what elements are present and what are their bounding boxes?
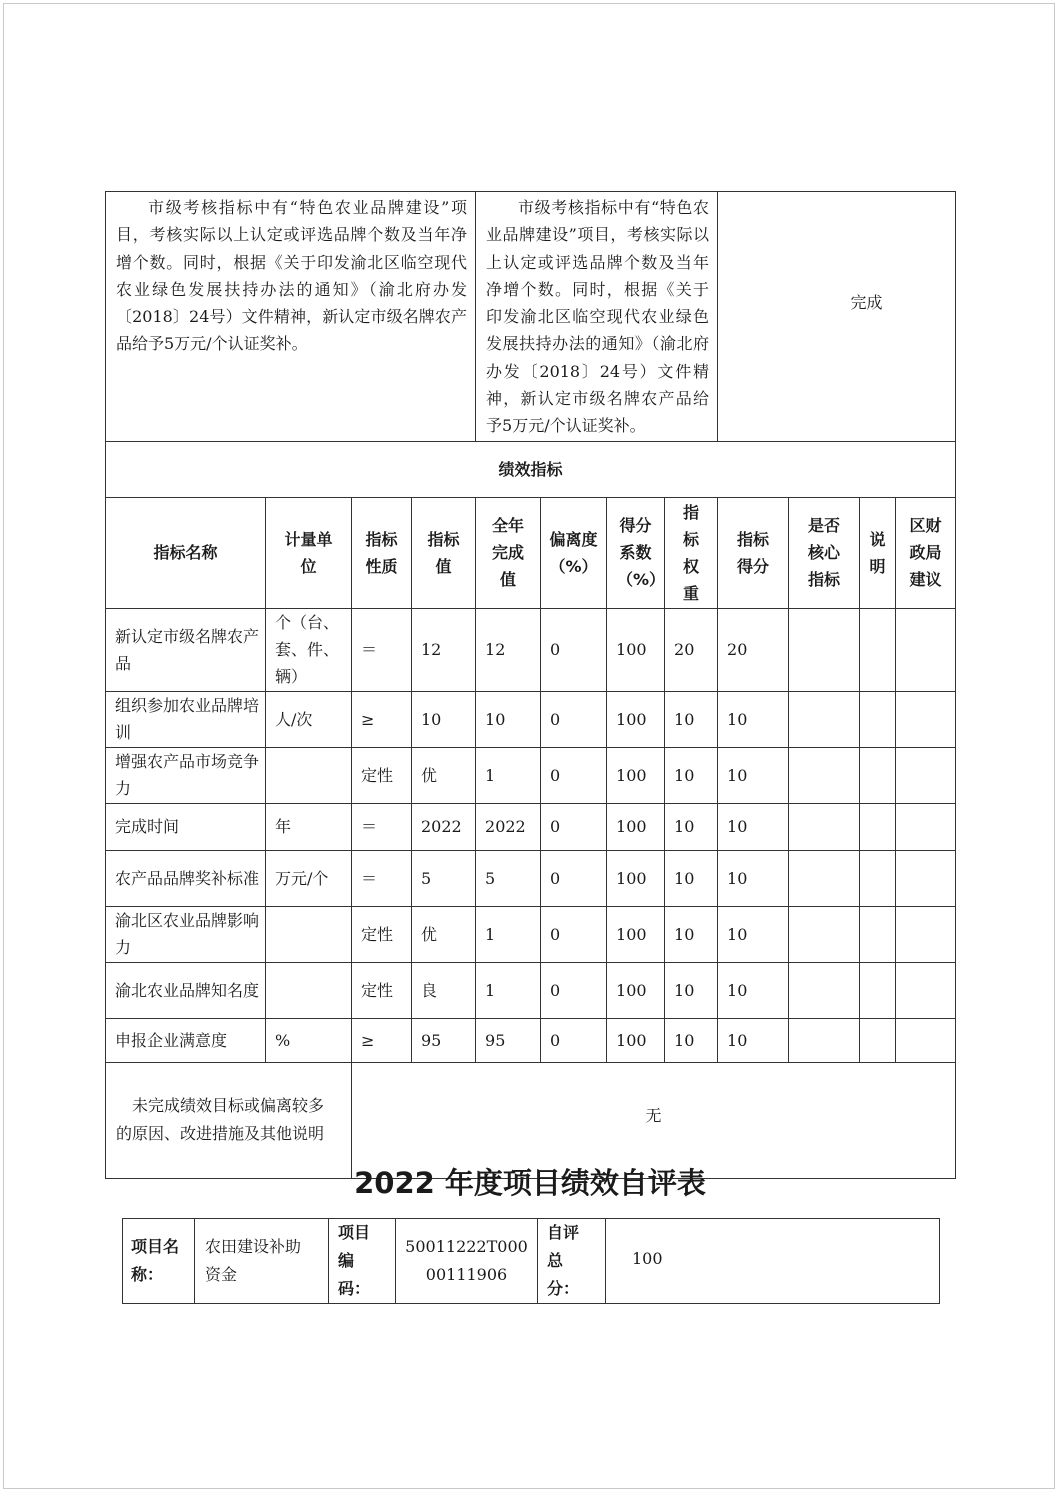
cell-weight: 20 [665,608,718,691]
cell-actual-value: 1 [476,906,541,962]
header-row [106,497,956,608]
table-row [106,747,956,803]
cell-core-indicator [789,850,860,906]
cell-score-coefficient: 100 [607,906,665,962]
cell-core-indicator [789,803,860,850]
cell-nature: ＝ [352,803,412,850]
cell-score-coefficient: 100 [607,608,665,691]
cell-finance-advice [896,691,956,747]
header-target-value: 指标值 [412,497,476,608]
cell-indicator-name: 完成时间 [106,803,266,850]
cell-core-indicator [789,906,860,962]
header-core-indicator: 是否核心指标 [789,497,860,608]
cell-score: 10 [718,1018,789,1062]
cell-core-indicator [789,1018,860,1062]
cell-deviation: 0 [541,850,607,906]
cell-nature: 定性 [352,906,412,962]
cell-unit [266,747,352,803]
cell-indicator-name: 农产品品牌奖补标准 [106,850,266,906]
cell-score-coefficient: 100 [607,850,665,906]
cell-deviation: 0 [541,1018,607,1062]
cell-weight: 10 [665,747,718,803]
cell-unit: 万元/个 [266,850,352,906]
cell-target-value: 良 [412,962,476,1018]
cell-score: 10 [718,691,789,747]
header-nature: 指标性质 [352,497,412,608]
cell-indicator-name: 渝北农业品牌知名度 [106,962,266,1018]
cell-indicator-name: 组织参加农业品牌培训 [106,691,266,747]
cell-target-value: 优 [412,906,476,962]
table-row [106,803,956,850]
summary-status: 完成 [718,192,956,442]
cell-actual-value: 10 [476,691,541,747]
summary-left-cell [106,192,476,442]
project-name-value: 农田建设补助资金 [195,1219,329,1304]
project-code-value: 50011222T00000111906 [396,1219,538,1304]
cell-unit: 年 [266,803,352,850]
cell-description [860,803,896,850]
cell-finance-advice [896,906,956,962]
notes-row [106,1062,956,1178]
summary-left-text: 市级考核指标中有“特色农业品牌建设”项目，考核实际以上认定或评选品牌个数及当年净增个数。同时，根据《关于印发渝北区临空现代农业绿色发展扶持办法的通知》（渝北府办发〔2018〕24号）文件精神，新认定市级名牌农产品给予5万元/个认证奖补。 [116,198,468,354]
cell-nature: ＝ [352,608,412,691]
cell-target-value: 12 [412,608,476,691]
cell-score: 10 [718,962,789,1018]
cell-finance-advice [896,962,956,1018]
cell-weight: 10 [665,691,718,747]
cell-score-coefficient: 100 [607,691,665,747]
table-row [106,850,956,906]
cell-target-value: 2022 [412,803,476,850]
cell-description [860,850,896,906]
cell-score: 10 [718,906,789,962]
cell-deviation: 0 [541,962,607,1018]
cell-description [860,1018,896,1062]
cell-actual-value: 2022 [476,803,541,850]
cell-weight: 10 [665,803,718,850]
cell-score-coefficient: 100 [607,962,665,1018]
header-weight: 指标权重 [665,497,718,608]
cell-score: 10 [718,850,789,906]
cell-indicator-name: 渝北区农业品牌影响力 [106,906,266,962]
cell-unit: 人/次 [266,691,352,747]
header-description: 说明 [860,497,896,608]
cell-finance-advice [896,747,956,803]
project-info-row [123,1219,940,1304]
cell-unit [266,962,352,1018]
cell-deviation: 0 [541,747,607,803]
cell-target-value: 95 [412,1018,476,1062]
cell-deviation: 0 [541,906,607,962]
header-score: 指标得分 [718,497,789,608]
project-name-label: 项目名称： [123,1219,195,1304]
table-row [106,1018,956,1062]
section-title: 绩效指标 [106,441,956,497]
cell-indicator-name: 新认定市级名牌农产品 [106,608,266,691]
cell-core-indicator [789,962,860,1018]
cell-description [860,747,896,803]
cell-target-value: 优 [412,747,476,803]
notes-value: 无 [352,1062,956,1178]
total-score-label: 自评总分： [538,1219,606,1304]
cell-core-indicator [789,691,860,747]
summary-row [106,192,956,442]
cell-deviation: 0 [541,608,607,691]
cell-score: 20 [718,608,789,691]
header-finance-advice: 区财政局建议 [896,497,956,608]
cell-nature: ≥ [352,1018,412,1062]
performance-table [105,191,956,1179]
summary-middle-cell [476,192,718,442]
header-unit: 计量单位 [266,497,352,608]
cell-description [860,906,896,962]
cell-core-indicator [789,608,860,691]
cell-weight: 10 [665,906,718,962]
cell-score: 10 [718,747,789,803]
cell-description [860,691,896,747]
cell-score-coefficient: 100 [607,1018,665,1062]
cell-description [860,962,896,1018]
next-form-title: 2022 年度项目绩效自评表 [354,1166,706,1200]
cell-finance-advice [896,850,956,906]
header-score-coefficient: 得分系数（%） [607,497,665,608]
header-deviation: 偏离度（%） [541,497,607,608]
cell-finance-advice [896,1018,956,1062]
cell-finance-advice [896,803,956,850]
total-score-value: 100 [606,1219,940,1304]
cell-score-coefficient: 100 [607,803,665,850]
project-code-label: 项目编码： [329,1219,396,1304]
cell-score: 10 [718,803,789,850]
notes-label: 未完成绩效目标或偏离较多的原因、改进措施及其他说明 [106,1062,352,1178]
cell-target-value: 5 [412,850,476,906]
cell-unit: % [266,1018,352,1062]
header-indicator-name: 指标名称 [106,497,266,608]
cell-nature: 定性 [352,747,412,803]
table-row [106,608,956,691]
cell-deviation: 0 [541,691,607,747]
cell-weight: 10 [665,850,718,906]
table-row [106,906,956,962]
cell-deviation: 0 [541,803,607,850]
cell-nature: ≥ [352,691,412,747]
section-title-row [106,441,956,497]
cell-core-indicator [789,747,860,803]
cell-indicator-name: 增强农产品市场竞争力 [106,747,266,803]
cell-actual-value: 12 [476,608,541,691]
cell-actual-value: 95 [476,1018,541,1062]
cell-actual-value: 5 [476,850,541,906]
cell-indicator-name: 申报企业满意度 [106,1018,266,1062]
cell-unit: 个（台、套、件、辆） [266,608,352,691]
cell-nature: ＝ [352,850,412,906]
table-row [106,962,956,1018]
cell-actual-value: 1 [476,747,541,803]
project-info-table [122,1218,940,1304]
cell-weight: 10 [665,962,718,1018]
cell-weight: 10 [665,1018,718,1062]
table-row [106,691,956,747]
cell-target-value: 10 [412,691,476,747]
header-actual-value: 全年完成值 [476,497,541,608]
cell-description [860,608,896,691]
cell-unit [266,906,352,962]
cell-actual-value: 1 [476,962,541,1018]
cell-nature: 定性 [352,962,412,1018]
summary-middle-text: 市级考核指标中有“特色农业品牌建设”项目，考核实际以上认定或评选品牌个数及当年净增个数。同时，根据《关于印发渝北区临空现代农业绿色发展扶持办法的通知》（渝北府办发〔2018〕24号）文件精神，新认定市级名牌农产品给予5万元/个认证奖补。 [486,198,710,436]
cell-score-coefficient: 100 [607,747,665,803]
cell-finance-advice [896,608,956,691]
